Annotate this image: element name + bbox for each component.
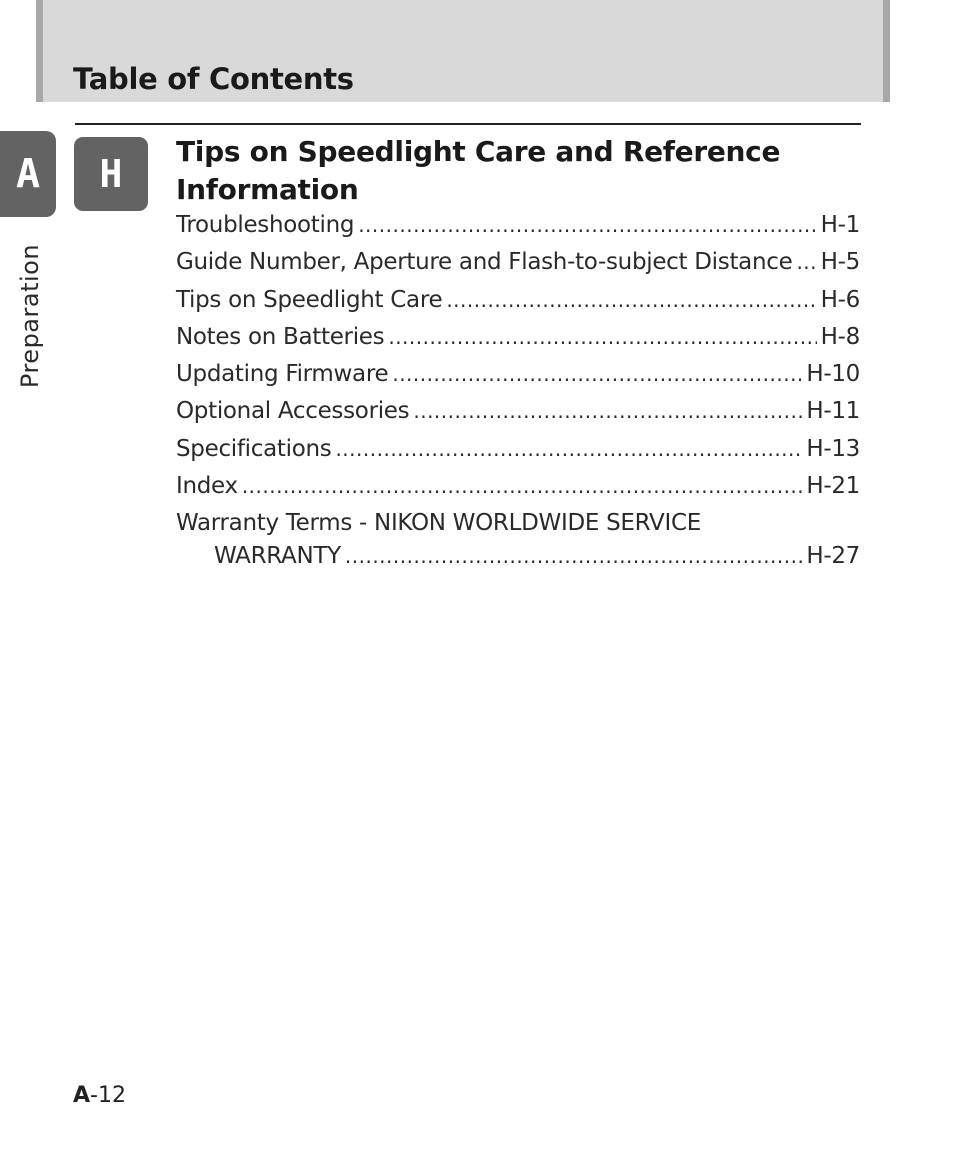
toc-entry-label: Troubleshooting <box>176 212 355 238</box>
toc-leader <box>335 433 802 466</box>
toc-entry[interactable] <box>176 395 860 432</box>
toc-entry-label-line1: Warranty Terms - NIKON WORLDWIDE SERVICE <box>176 510 701 537</box>
toc-entry-label: Optional Accessories <box>176 398 410 425</box>
toc-leader <box>392 358 802 391</box>
toc-entry-label: Tips on Speedlight Care <box>176 286 443 313</box>
toc-entry-page: H-10 <box>806 361 860 388</box>
toc-entry-page: H-27 <box>806 543 860 570</box>
toc-entry[interactable] <box>176 433 860 470</box>
toc-entry-page: H-13 <box>806 435 860 462</box>
header-edge-left <box>36 0 43 102</box>
toc-entry-page: H-21 <box>806 473 860 500</box>
toc-leader <box>345 540 802 573</box>
toc-entry-page: H-8 <box>820 323 860 350</box>
header-edge-right <box>883 0 890 102</box>
chapter-tab[interactable]: A <box>0 131 56 217</box>
toc-entry-page: H-5 <box>820 249 860 276</box>
toc-leader <box>796 246 816 279</box>
toc-entry[interactable] <box>176 358 860 395</box>
section-title: Tips on Speedlight Care and Reference Information <box>176 135 781 206</box>
toc-entry-label: Guide Number, Aperture and Flash-to-subject Distance <box>176 249 793 276</box>
section-letter-tile: H <box>74 137 148 211</box>
toc-leader <box>413 395 802 428</box>
toc-entry-label-line2: WARRANTY <box>214 543 341 570</box>
toc-entry-label: Index <box>176 473 238 500</box>
page-number-prefix: A <box>73 1083 91 1108</box>
toc-entry-label: Specifications <box>176 435 332 462</box>
toc-leader <box>242 470 803 503</box>
toc-list <box>176 209 860 573</box>
toc-leader <box>388 321 816 354</box>
page-number <box>73 1083 126 1108</box>
toc-entry[interactable] <box>176 246 860 283</box>
toc-entry-page: H-11 <box>806 398 860 425</box>
title-rule <box>75 123 861 125</box>
toc-entry-page: H-1 <box>820 212 860 238</box>
toc-leader <box>446 284 816 317</box>
toc-entry[interactable] <box>176 209 860 246</box>
toc-entry[interactable] <box>176 284 860 321</box>
chapter-label: Preparation <box>16 243 44 389</box>
toc-entry-label: Notes on Batteries <box>176 323 385 350</box>
toc-entry-multiline[interactable] <box>176 507 860 573</box>
toc-entry-label: Updating Firmware <box>176 361 389 388</box>
toc-entry[interactable] <box>176 470 860 507</box>
page-title: Table of Contents <box>73 62 354 96</box>
toc-entry[interactable] <box>176 321 860 358</box>
toc-leader <box>358 209 816 242</box>
toc-entry-line2 <box>176 540 860 573</box>
toc-entry-page: H-6 <box>820 286 860 313</box>
page-number-suffix: -12 <box>90 1083 126 1108</box>
